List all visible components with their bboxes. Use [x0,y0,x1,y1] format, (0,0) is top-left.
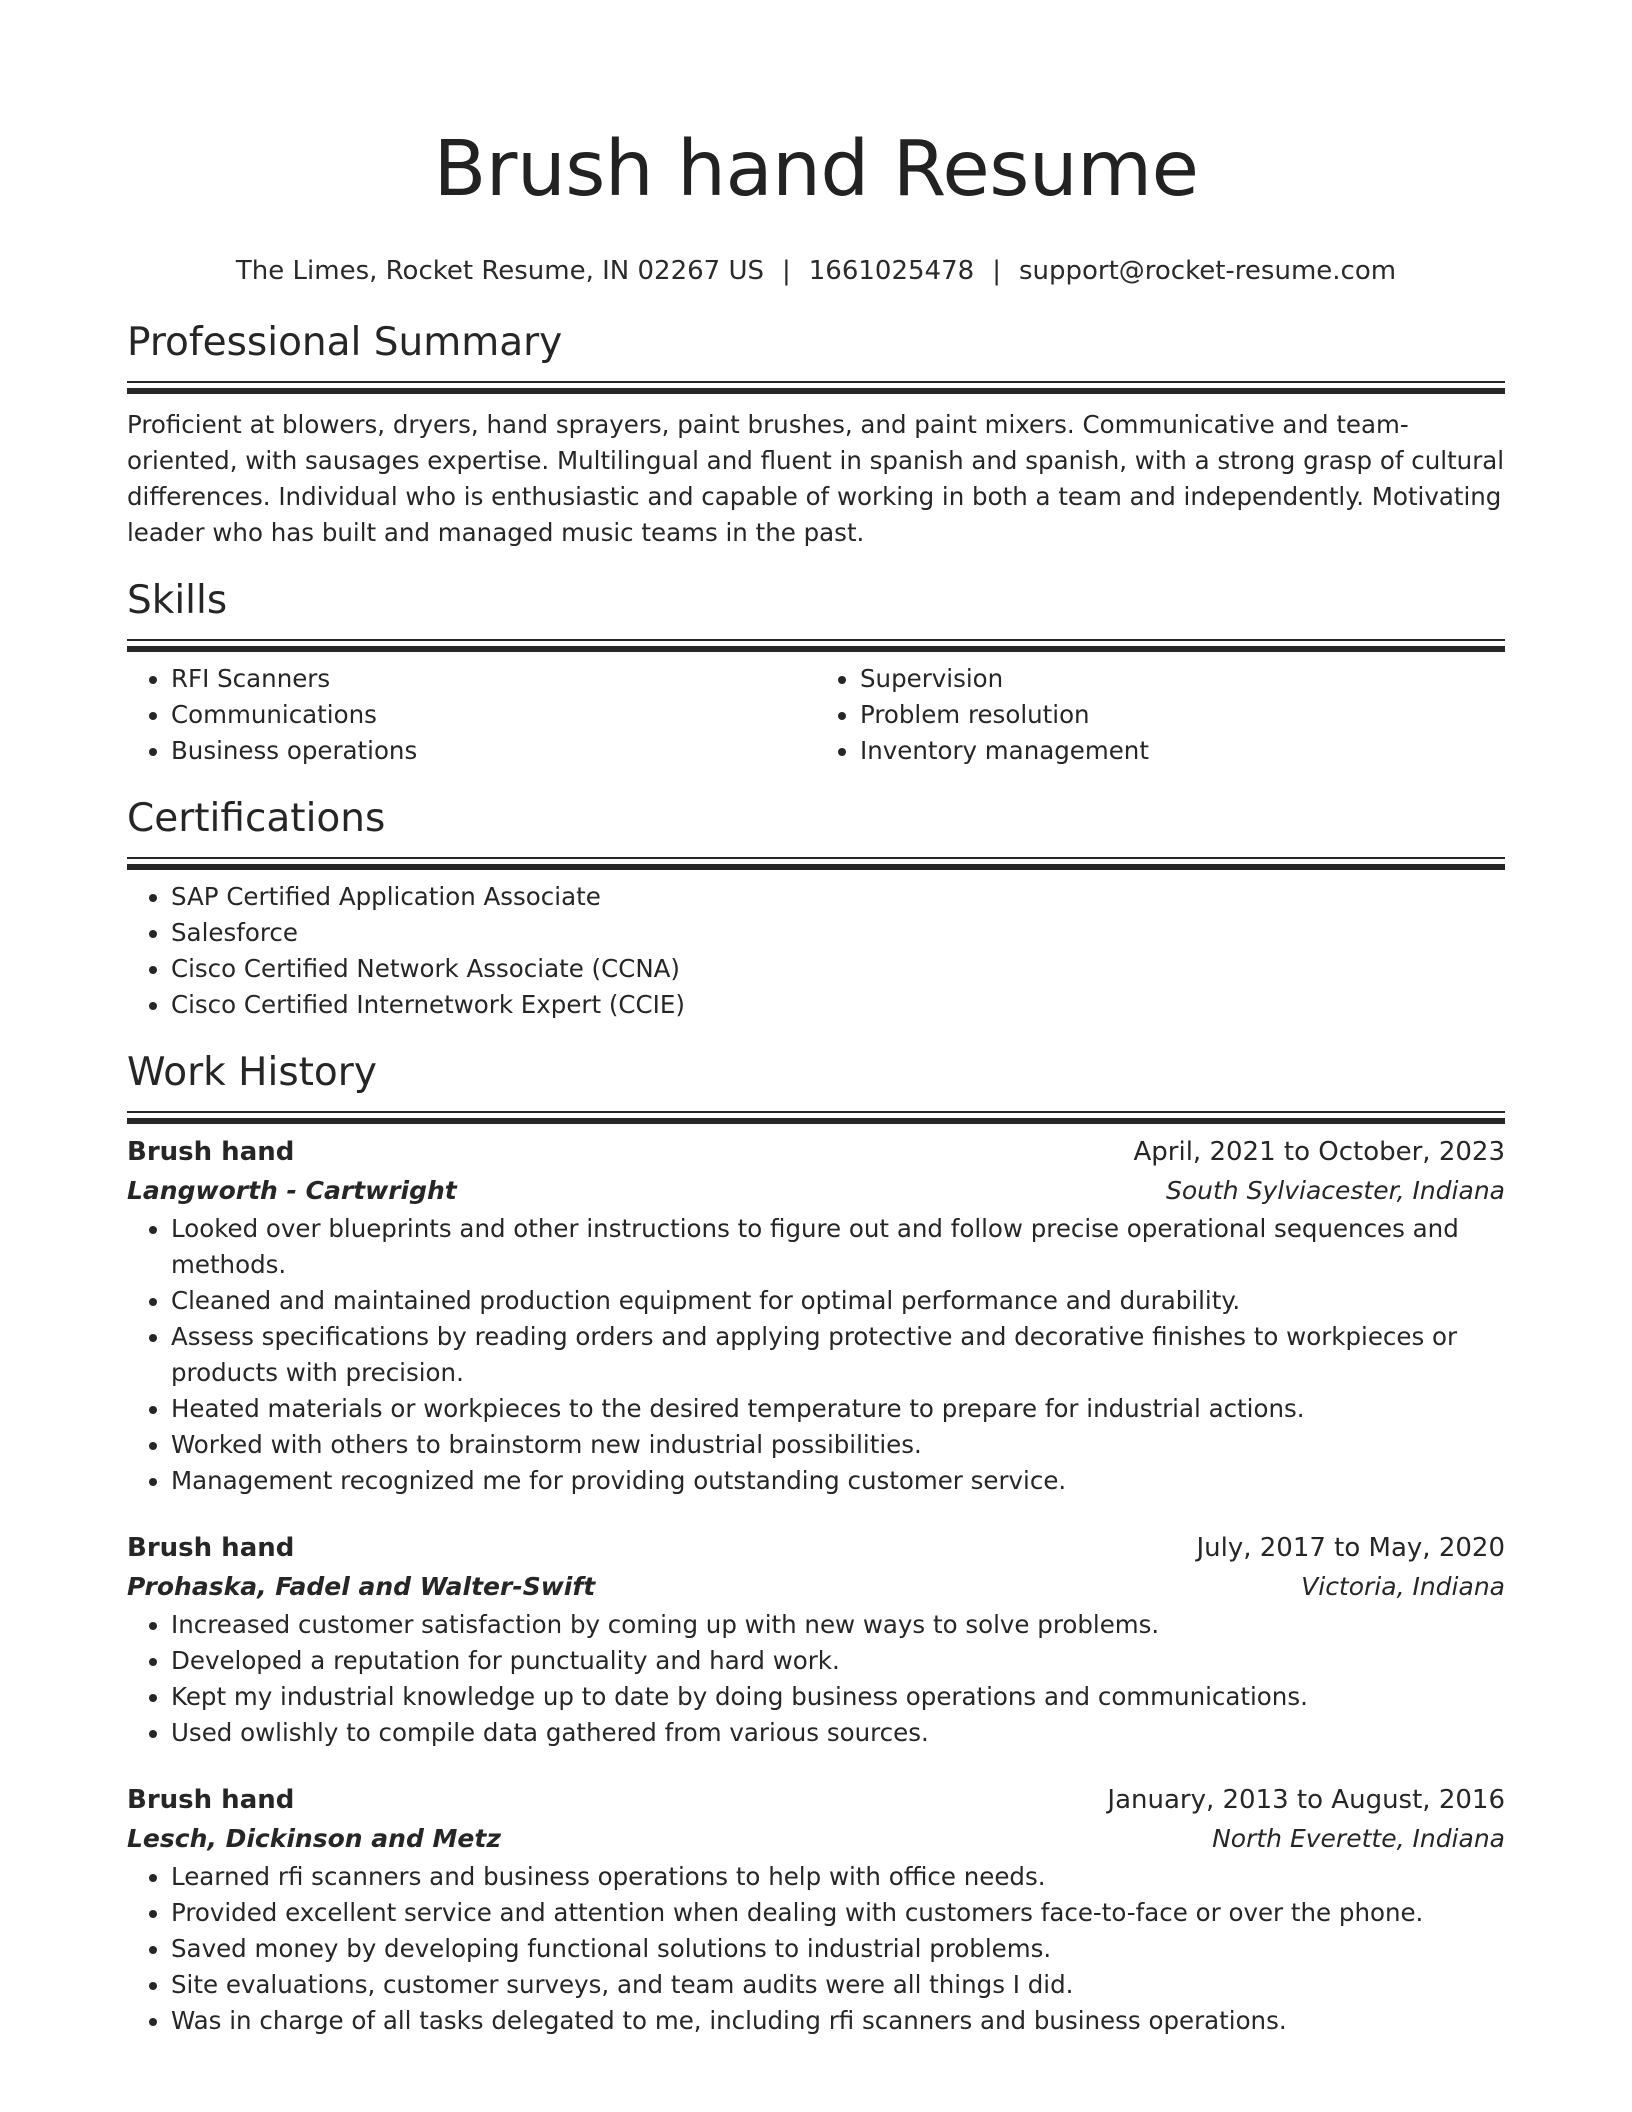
certification-item: • Cisco Certified Network Associate (CCNA) [171,951,1505,987]
contact-line [127,253,1505,289]
job-bullet: • Developed a reputation for punctuality and hard work. [171,1643,1505,1679]
certifications-section [127,793,1505,1023]
section-title-summary: Professional Summary [127,320,563,365]
job-entry [127,1781,1505,2039]
job-bullets [127,1859,1505,2039]
contact-email[interactable]: support@rocket-resume.com [1018,256,1397,286]
certification-item: • Salesforce [171,915,1505,951]
contact-address: The Limes, Rocket Resume, IN 02267 US [235,256,764,286]
section-title-skills: Skills [127,578,228,623]
job-bullet: • Worked with others to brainstorm new industrial possibilities. [171,1427,1505,1463]
job-subheader [127,1567,1505,1607]
job-bullet: • Management recognized me for providing outstanding customer service. [171,1463,1505,1499]
contact-phone: 1661025478 [808,256,975,286]
job-bullet: • Increased customer satisfaction by coming up with new ways to solve problems. [171,1607,1505,1643]
skills-list-right [816,661,1505,769]
section-divider [127,857,1505,859]
section-divider [127,381,1505,383]
job-location: North Everette, Indiana [1212,1824,1505,1853]
job-header [127,1529,1505,1567]
work-history-section [127,1047,1505,2039]
job-dates: January, 2013 to August, 2016 [1107,1785,1505,1815]
job-bullets [127,1607,1505,1751]
summary-section [127,317,1505,551]
job-bullet: • Used owlishly to compile data gathered from various sources. [171,1715,1505,1751]
job-header [127,1133,1505,1171]
job-location: Victoria, Indiana [1301,1572,1505,1601]
job-bullets [127,1211,1505,1499]
job-bullet: • Site evaluations, customer surveys, and team audits were all things I did. [171,1967,1505,2003]
job-entry [127,1529,1505,1751]
job-title: Brush hand [127,1785,295,1815]
job-bullet: • Learned rfi scanners and business operations to help with office needs. [171,1859,1505,1895]
job-bullet: • Was in charge of all tasks delegated to me, including rfi scanners and business operations. [171,2003,1505,2039]
section-title-certifications: Certifications [127,796,386,841]
summary-text: Proficient at blowers, dryers, hand sprayers, paint brushes, and paint mixers. Communicative and team-oriented, with sausages expertise. Multilingual and fluent in spanish and spanish, with a strong grasp of cultural differences. Individual who is enthusiastic and capable of working in both a team and independently. Motivating leader who has built and managed music teams in the past. [127,410,1505,547]
certification-item: • SAP Certified Application Associate [171,879,1505,915]
job-subheader [127,1819,1505,1859]
job-bullet: • Kept my industrial knowledge up to date by doing business operations and communications. [171,1679,1505,1715]
skill-item: • Supervision [860,661,1505,697]
skills-list-left [127,661,816,769]
certification-item: • Cisco Certified Internetwork Expert (CCIE) [171,987,1505,1023]
job-bullet: • Looked over blueprints and other instructions to figure out and follow precise operational sequences and methods. [171,1211,1505,1283]
section-title-work-history: Work History [127,1050,377,1095]
job-subheader [127,1171,1505,1211]
job-bullet: • Heated materials or workpieces to the desired temperature to prepare for industrial actions. [171,1391,1505,1427]
job-company: Lesch, Dickinson and Metz [127,1824,501,1853]
section-divider [127,1111,1505,1113]
skill-item: • Problem resolution [860,697,1505,733]
job-location: South Sylviacester, Indiana [1165,1176,1505,1205]
job-entry [127,1133,1505,1499]
certifications-list [127,879,1505,1023]
job-company: Prohaska, Fadel and Walter-Swift [127,1572,596,1601]
skill-item: • Communications [171,697,816,733]
job-title: Brush hand [127,1533,295,1563]
job-header [127,1781,1505,1819]
skill-item: • RFI Scanners [171,661,816,697]
resume-title: Brush hand Resume [433,125,1199,214]
job-bullet: • Cleaned and maintained production equipment for optimal performance and durability. [171,1283,1505,1319]
job-dates: July, 2017 to May, 2020 [1196,1533,1505,1563]
skill-item: • Business operations [171,733,816,769]
contact-separator: | [992,256,1001,286]
skill-item: • Inventory management [860,733,1505,769]
job-bullet: • Assess specifications by reading orders and applying protective and decorative finishes to workpieces or products with precision. [171,1319,1505,1391]
job-company: Langworth - Cartwright [127,1176,457,1205]
skills-section [127,575,1505,769]
skills-grid [127,661,1505,769]
contact-separator: | [782,256,791,286]
job-title: Brush hand [127,1137,295,1167]
job-bullet: • Provided excellent service and attention when dealing with customers face-to-face or over the phone. [171,1895,1505,1931]
job-dates: April, 2021 to October, 2023 [1133,1137,1505,1167]
job-bullet: • Saved money by developing functional solutions to industrial problems. [171,1931,1505,1967]
section-divider [127,639,1505,641]
